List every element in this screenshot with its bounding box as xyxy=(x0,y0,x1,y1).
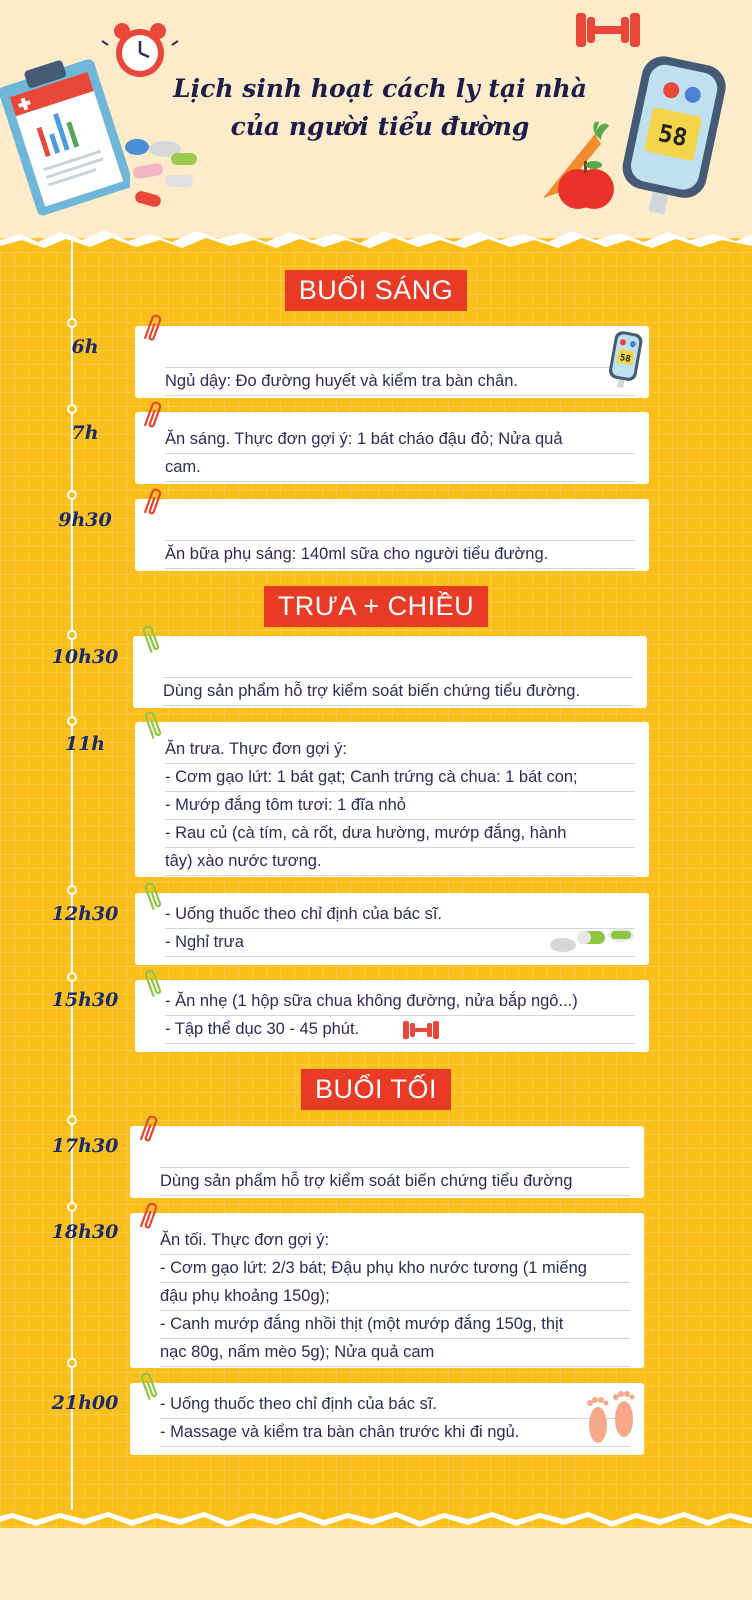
apple-icon xyxy=(556,155,616,215)
card-line: - Cơm gạo lứt: 2/3 bát; Đậu phụ kho nước tương (1 miếng xyxy=(160,1255,630,1283)
card-line: tây) xào nước tương. xyxy=(165,848,635,876)
card-line: Dùng sản phẩm hỗ trợ kiểm soát biến chứng tiểu đường. xyxy=(163,678,633,706)
card-line: - Ăn nhẹ (1 hộp sữa chua không đường, nửa bắp ngô...) xyxy=(165,988,635,1016)
card-line xyxy=(163,650,633,678)
timeline-dot xyxy=(67,1358,77,1368)
card-line xyxy=(165,340,635,368)
paperclip-icon xyxy=(140,1369,158,1403)
card-line: - Cơm gạo lứt: 1 bát gạt; Canh trứng cà chua: 1 bát con; xyxy=(165,764,635,792)
footprints-icon xyxy=(580,1385,642,1451)
section-noon xyxy=(0,586,752,627)
paperclip-icon xyxy=(144,966,162,1000)
timeline-dot xyxy=(67,630,77,640)
schedule-card-11h xyxy=(135,722,649,877)
card-line: - Tập thể dục 30 - 45 phút. xyxy=(165,1016,635,1044)
card-line: - Canh mướp đắng nhồi thịt (một mướp đắng 150g, thịt xyxy=(160,1311,630,1339)
paperclip-icon xyxy=(144,485,162,519)
time-label: 7h xyxy=(71,422,99,444)
card-line: Ăn tối. Thực đơn gợi ý: xyxy=(160,1227,630,1255)
dumbbell-icon xyxy=(570,5,645,55)
card-line: - Rau củ (cà tím, cà rốt, dưa hường, mướp đắng, hành xyxy=(165,820,635,848)
page-title xyxy=(150,70,610,146)
time-label: 9h30 xyxy=(58,509,112,531)
section-evening xyxy=(0,1069,752,1110)
time-label: 15h30 xyxy=(51,989,119,1011)
time-label: 11h xyxy=(64,733,106,755)
time-label: 12h30 xyxy=(51,903,119,925)
card-line: - Uống thuốc theo chỉ định của bác sĩ. xyxy=(160,1391,630,1419)
card-line xyxy=(160,1140,630,1168)
schedule-card-17h30 xyxy=(130,1126,644,1198)
timeline-dot xyxy=(67,490,77,500)
schedule-card-12h30 xyxy=(135,893,649,965)
schedule-card-18h30 xyxy=(130,1213,644,1368)
card-line xyxy=(165,513,635,541)
title-line-2: của người tiểu đường xyxy=(230,112,530,141)
timeline-dot xyxy=(67,885,77,895)
schedule-card-15h30 xyxy=(135,980,649,1052)
paperclip-icon xyxy=(144,708,162,742)
card-line: đậu phụ khoảng 150g); xyxy=(160,1283,630,1311)
paperclip-icon xyxy=(144,879,162,913)
glucose-meter-icon xyxy=(610,50,740,225)
schedule-card-21h00 xyxy=(130,1383,644,1455)
footer xyxy=(0,1536,752,1600)
section-morning-label: BUỔI SÁNG xyxy=(285,270,468,311)
time-label: 6h xyxy=(71,336,99,358)
header xyxy=(0,0,752,240)
time-label: 17h30 xyxy=(51,1135,119,1157)
dumbbell-icon xyxy=(401,1018,441,1042)
time-label: 18h30 xyxy=(51,1221,119,1243)
section-morning xyxy=(0,270,752,311)
pills-icon xyxy=(547,923,637,957)
time-label: 21h00 xyxy=(51,1392,119,1414)
glucose-meter-icon xyxy=(605,330,645,392)
title-line-1: Lịch sinh hoạt cách ly tại nhà xyxy=(173,74,587,103)
timeline-dot xyxy=(67,1115,77,1125)
timeline-dot xyxy=(67,972,77,982)
card-line: nạc 80g, nấm mèo 5g); Nửa quả cam xyxy=(160,1339,630,1367)
card-line: cam. xyxy=(165,454,635,482)
card-line: Ăn sáng. Thực đơn gợi ý: 1 bát cháo đậu đỏ; Nửa quả xyxy=(165,426,635,454)
card-line: Ăn trưa. Thực đơn gợi ý: xyxy=(165,736,635,764)
card-line: Dùng sản phẩm hỗ trợ kiểm soát biến chứng tiểu đường xyxy=(160,1168,630,1196)
section-evening-label: BUỔI TỐI xyxy=(301,1069,451,1110)
timeline-dot xyxy=(67,716,77,726)
card-line: Ngủ dậy: Đo đường huyết và kiểm tra bàn chân. xyxy=(165,368,635,396)
meter-display-small: 58 xyxy=(618,353,632,365)
time-label: 10h30 xyxy=(51,646,119,668)
card-line: Ăn bữa phụ sáng: 140ml sữa cho người tiểu đường. xyxy=(165,541,635,569)
torn-edge-top xyxy=(0,222,752,252)
paperclip-icon xyxy=(142,622,160,656)
schedule-card-10h30 xyxy=(133,636,647,708)
card-line: - Mướp đắng tôm tươi: 1 đĩa nhỏ xyxy=(165,792,635,820)
timeline-dot xyxy=(67,318,77,328)
pills-icon xyxy=(115,135,205,220)
schedule-card-7h xyxy=(135,412,649,484)
schedule-card-9h30 xyxy=(135,499,649,571)
card-line: - Uống thuốc theo chỉ định của bác sĩ. xyxy=(165,901,635,929)
timeline-dot xyxy=(67,404,77,414)
schedule-card-6h xyxy=(135,326,649,398)
paperclip-icon xyxy=(144,398,162,432)
card-line: - Nghỉ trưa xyxy=(165,929,635,957)
meter-display: 58 xyxy=(655,118,690,153)
paperclip-icon xyxy=(140,1112,158,1146)
section-noon-label: TRƯA + CHIỀU xyxy=(264,586,488,627)
card-line: - Massage và kiểm tra bàn chân trước khi đi ngủ. xyxy=(160,1419,630,1447)
paperclip-icon xyxy=(140,1199,158,1233)
timeline-dot xyxy=(67,1202,77,1212)
paperclip-icon xyxy=(144,311,162,345)
